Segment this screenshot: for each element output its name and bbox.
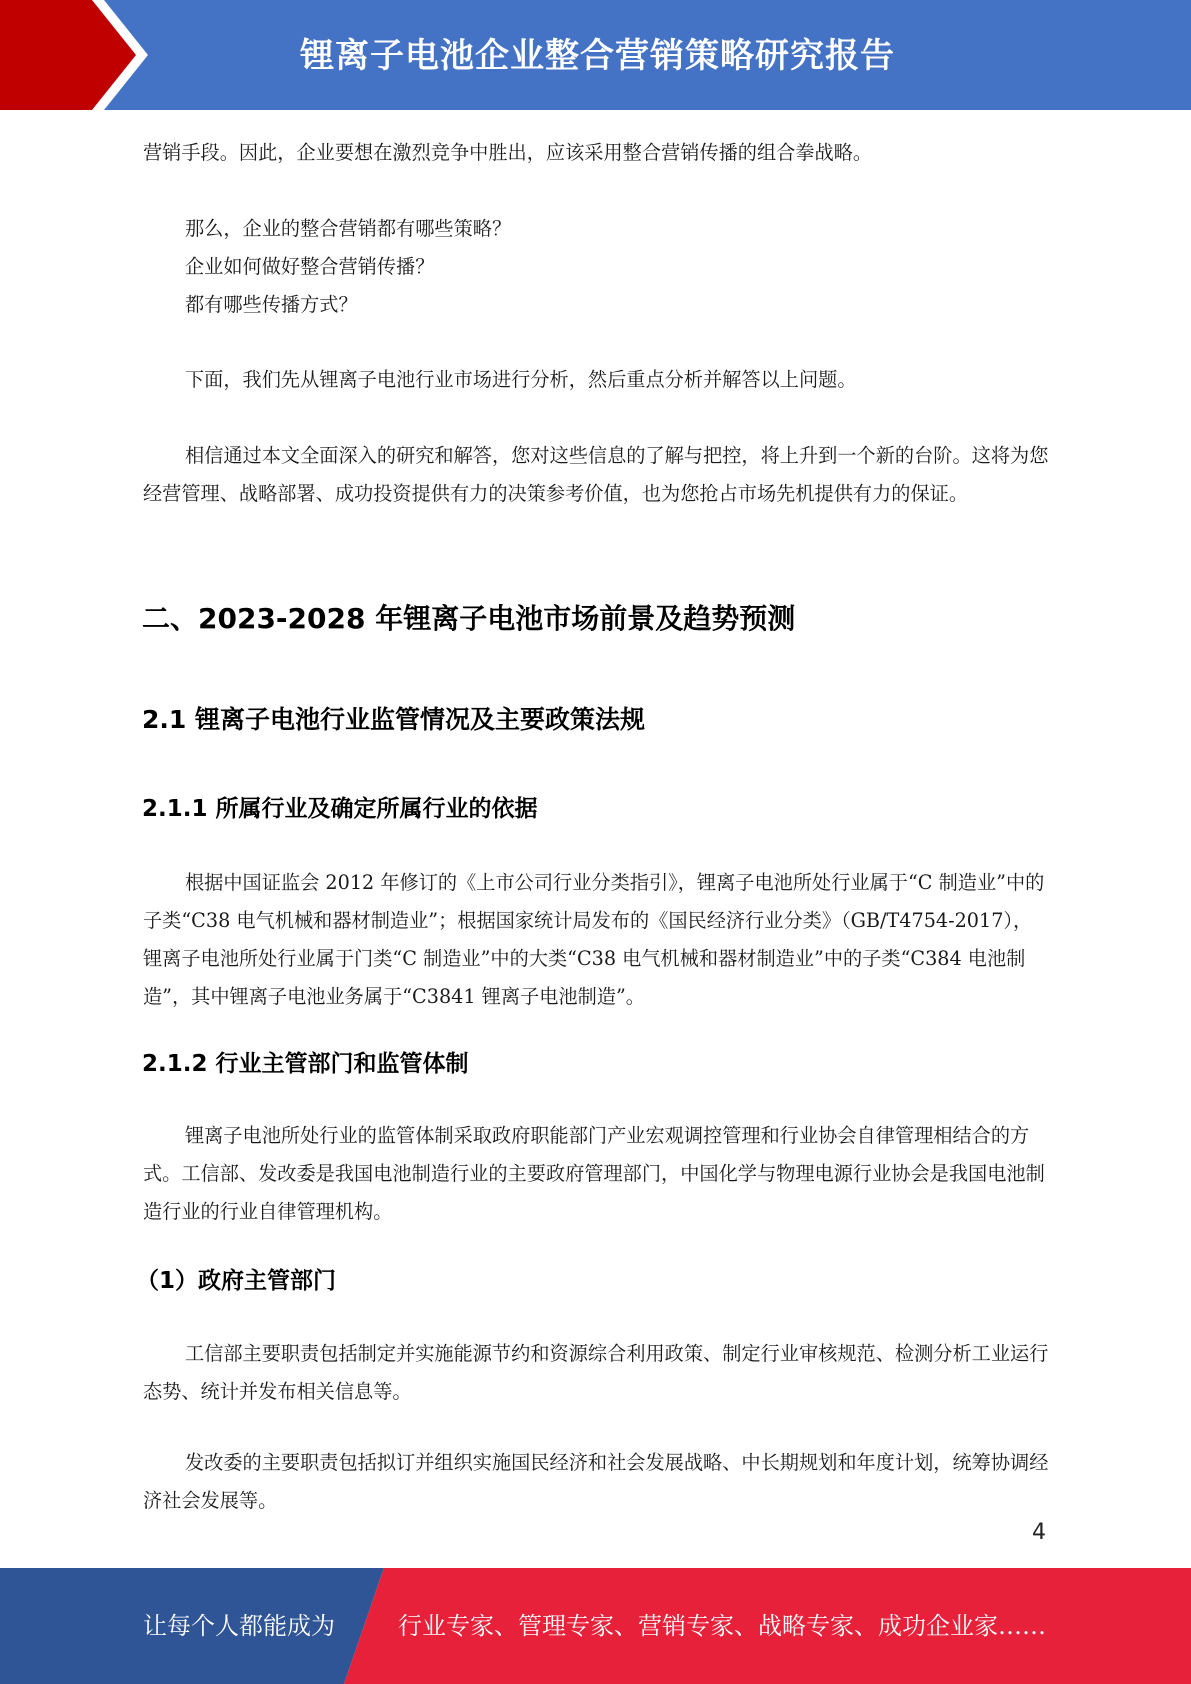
paragraph-industry-classification: 根据中国证监会 2012 年修订的《上市公司行业分类指引》，锂离子电池所处行业属于“C 制造业”中的子类“C38 电气机械和器材制造业”；根据国家统计局发布的《国民经济行业分类》（GB/T4754-2017），锂离子电池所处行业属于门类“C 制造业”中的大类“C38 电气机械和器材制造业”中的子类“C384 电池制造”，其中锂离子电池业务属于“C3841 锂离子电池制造”。 — [143, 871, 1045, 1008]
question-1: 那么，企业的整合营销都有哪些策略？ — [185, 217, 512, 240]
heading-government-department: （1）政府主管部门 — [136, 1268, 337, 1294]
paragraph-belief: 相信通过本文全面深入的研究和解答，您对这些信息的了解与把控，将上升到一个新的台阶。这将为您经营管理、战略部署、成功投资提供有力的决策参考价值，也为您抢占市场先机提供有力的保证。 — [143, 444, 1049, 505]
subsection-heading-2-1: 2.1 锂离子电池行业监管情况及主要政策法规 — [142, 705, 645, 734]
footer-slogan-right: 行业专家、管理专家、营销专家、战略专家、成功企业家…… — [398, 1612, 1046, 1640]
subsection-heading-2-1-2: 2.1.2 行业主管部门和监管体制 — [142, 1051, 469, 1077]
paragraph-analysis: 下面，我们先从锂离子电池行业市场进行分析，然后重点分析并解答以上问题。 — [185, 368, 857, 391]
page-header — [0, 0, 1191, 110]
question-3: 都有哪些传播方式？ — [185, 293, 358, 316]
page-footer — [0, 1568, 1191, 1684]
paragraph-miit-duties: 工信部主要职责包括制定并实施能源节约和资源综合利用政策、制定行业审核规范、检测分析工业运行态势、统计并发布相关信息等。 — [143, 1342, 1049, 1403]
subsection-heading-2-1-1: 2.1.1 所属行业及确定所属行业的依据 — [142, 796, 538, 822]
section-heading-2: 二、2023-2028 年锂离子电池市场前景及趋势预测 — [142, 602, 796, 635]
paragraph-ndrc-duties: 发改委的主要职责包括拟订并组织实施国民经济和社会发展战略、中长期规划和年度计划，统筹协调经济社会发展等。 — [143, 1451, 1049, 1512]
report-title: 锂离子电池企业整合营销策略研究报告 — [300, 36, 895, 76]
page-number: 4 — [1032, 1520, 1046, 1545]
footer-slogan-left: 让每个人都能成为 — [143, 1612, 335, 1640]
paragraph-intro-end: 营销手段。因此，企业要想在激烈竞争中胜出，应该采用整合营销传播的组合拳战略。 — [143, 141, 873, 164]
question-2: 企业如何做好整合营销传播？ — [185, 255, 435, 278]
paragraph-regulatory-system: 锂离子电池所处行业的监管体制采取政府职能部门产业宏观调控管理和行业协会自律管理相结合的方式。工信部、发改委是我国电池制造行业的主要政府管理部门，中国化学与物理电源行业协会是我国电池制造行业的行业自律管理机构。 — [143, 1124, 1045, 1223]
